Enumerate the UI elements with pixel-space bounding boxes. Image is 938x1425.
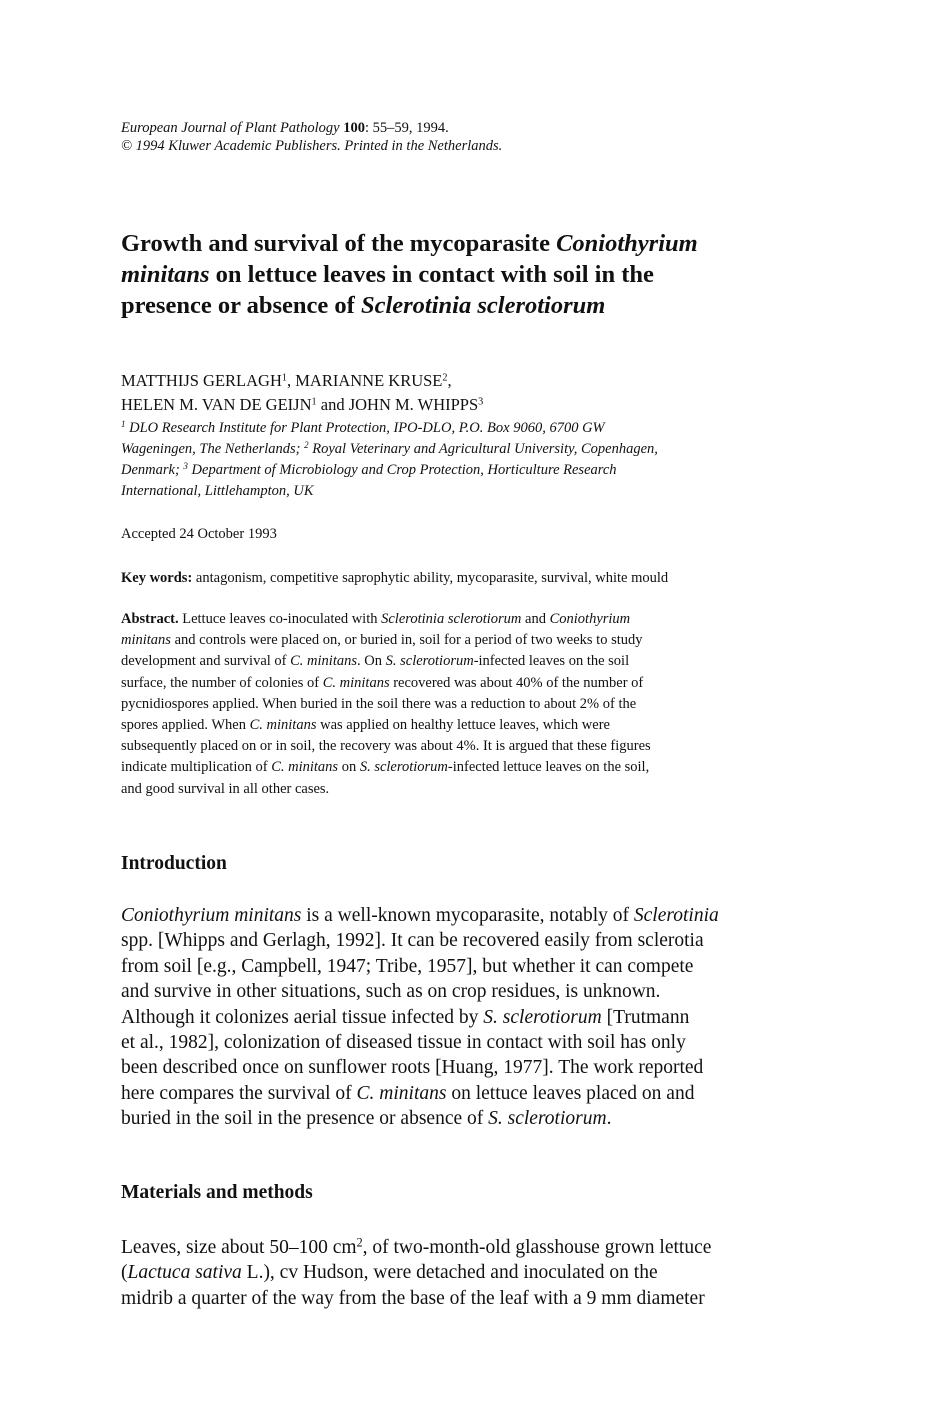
journal-copyright: © 1994 Kluwer Academic Publishers. Printed in the Netherlands. (121, 138, 503, 154)
section-heading-introduction: Introduction (121, 853, 227, 874)
journal-pages: : 55–59, 1994. (364, 120, 449, 136)
introduction-paragraph: Coniothyrium minitans is a well-known mycoparasite, notably of Sclerotinia spp. [Whipps and Gerlagh, 1992]. It can be recovered easily from sclerotia from soil [e.g., Campbell, 1947; Tribe, 1957], but whether it can compete and survive in other situations, such as on crop residues, is unknown. Although it colonizes aerial tissue infected by S. sclerotiorum [Trutmann et al., 1982], colonization of diseased tissue in contact with soil has only been described once on sunflower roots [Huang, 1977]. The work reported here compares the survival of C. minitans on lettuce leaves placed on and buried in the soil in the presence or absence of S. sclerotiorum. (121, 905, 719, 1130)
keywords-label: Key words: (121, 570, 193, 586)
author-line-2: HELEN M. VAN DE GEIJN$^1$ and JOHN M. WHIPPS$^3$ (121, 395, 484, 414)
methods-paragraph: Leaves, size about 50–100 $cm^2$, of two-month-old glasshouse grown lettuce (Lactuca sativa L.), cv Hudson, were detached and inoculated on the midrib a quarter of the way from the base of the leaf with a 9 mm diameter (121, 1235, 712, 1309)
author-line-1: MATTHIJS GERLAGH$^1$, MARIANNE KRUSE$^2$, (121, 371, 452, 390)
accepted-date: Accepted 24 October 1993 (121, 526, 277, 542)
keywords-text: antagonism, competitive saprophytic ability, mycoparasite, survival, white mould (192, 570, 669, 586)
journal-citation (121, 119, 502, 155)
keywords (121, 568, 841, 588)
journal-volume: 100 (343, 120, 365, 136)
affiliations: $^1$ DLO Research Institute for Plant Protection, IPO-DLO, P.O. Box 9060, 6700 GW Wageningen, The Netherlands; $^2$ Royal Veterinary and Agricultural University, Copenhagen, Denmark; $^3$ Department of Microbiology and Crop Protection, Horticulture Research International, Littlehampton, UK (121, 419, 658, 499)
paper-title: Growth and survival of the mycoparasite Coniothyrium minitans on lettuce leaves in contact with soil in the presence or absence of Sclerotinia sclerotiorum (121, 230, 698, 319)
journal-line (121, 119, 502, 137)
author-list (121, 369, 483, 417)
abstract: Abstract. Lettuce leaves co-inoculated with Sclerotinia sclerotiorum and Coniothyrium minitans and controls were placed on, or buried in, soil for a period of two weeks to study development and survival of C. minitans. On S. sclerotiorum-infected leaves on the soil surface, the number of colonies of C. minitans recovered was about 40% of the number of pycnidiospores applied. When buried in the soil there was a reduction to about 2% of the spores applied. When C. minitans was applied on healthy lettuce leaves, which were subsequently placed on or in soil, the recovery was about 4%. It is argued that these figures indicate multiplication of C. minitans on S. sclerotiorum-infected lettuce leaves on the soil, and good survival in all other cases. (121, 611, 651, 797)
journal-name: European Journal of Plant Pathology (121, 120, 340, 136)
abstract-label: Abstract. (121, 611, 179, 627)
section-heading-methods: Materials and methods (121, 1182, 313, 1203)
